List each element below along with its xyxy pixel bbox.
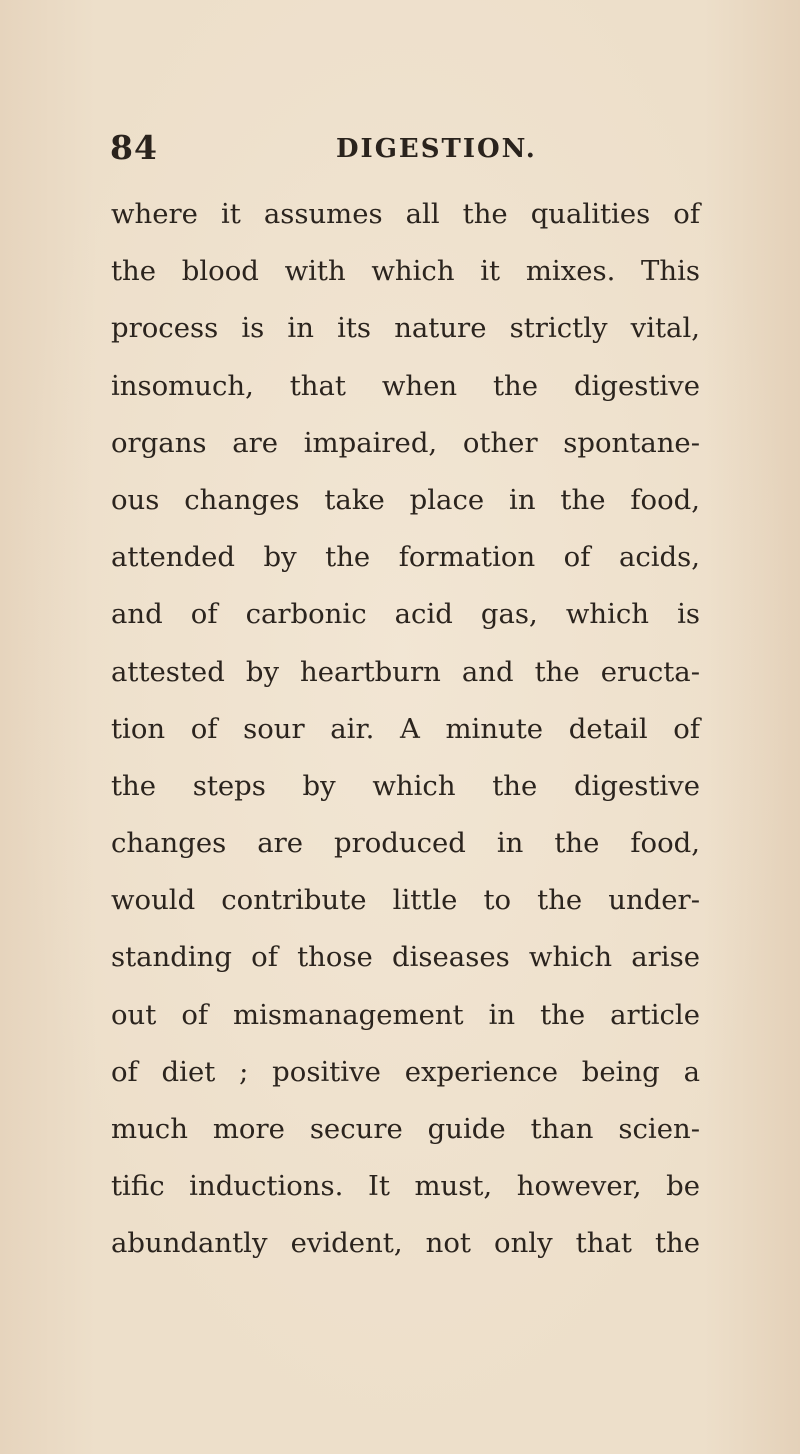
text-line: tion of sour air. A minute detail of bbox=[111, 712, 700, 745]
running-head: DIGESTION. bbox=[336, 134, 537, 164]
text-line: where it assumes all the qualities of bbox=[111, 198, 700, 230]
text-line: insomuch, that when the digestive bbox=[111, 369, 700, 402]
text-line: and of carbonic acid gas, which is bbox=[111, 598, 700, 631]
page-header bbox=[0, 128, 800, 178]
text-line: abundantly evident, not only that the bbox=[111, 1227, 700, 1260]
text-line: attended by the formation of acids, bbox=[111, 541, 700, 574]
text-line: much more secure guide than scien- bbox=[111, 1113, 700, 1145]
text-line: changes are produced in the food, bbox=[111, 827, 700, 860]
text-line: out of mismanagement in the article bbox=[111, 998, 700, 1031]
text-line: the steps by which the digestive bbox=[111, 769, 700, 802]
text-line: standing of those diseases which arise bbox=[111, 941, 700, 974]
page-number: 84 bbox=[110, 128, 158, 167]
body-text bbox=[111, 186, 700, 1273]
text-line: ous changes take place in the food, bbox=[111, 483, 700, 516]
text-line: tific inductions. It must, however, be bbox=[111, 1170, 700, 1203]
text-line: would contribute little to the under- bbox=[111, 884, 700, 917]
text-line: attested by heartburn and the eructa- bbox=[111, 655, 700, 688]
text-line: of diet ; positive experience being a bbox=[111, 1055, 700, 1088]
text-line: organs are impaired, other spontane- bbox=[111, 426, 700, 459]
text-line: the blood with which it mixes. This bbox=[111, 255, 700, 288]
text-line: process is in its nature strictly vital, bbox=[111, 312, 700, 345]
